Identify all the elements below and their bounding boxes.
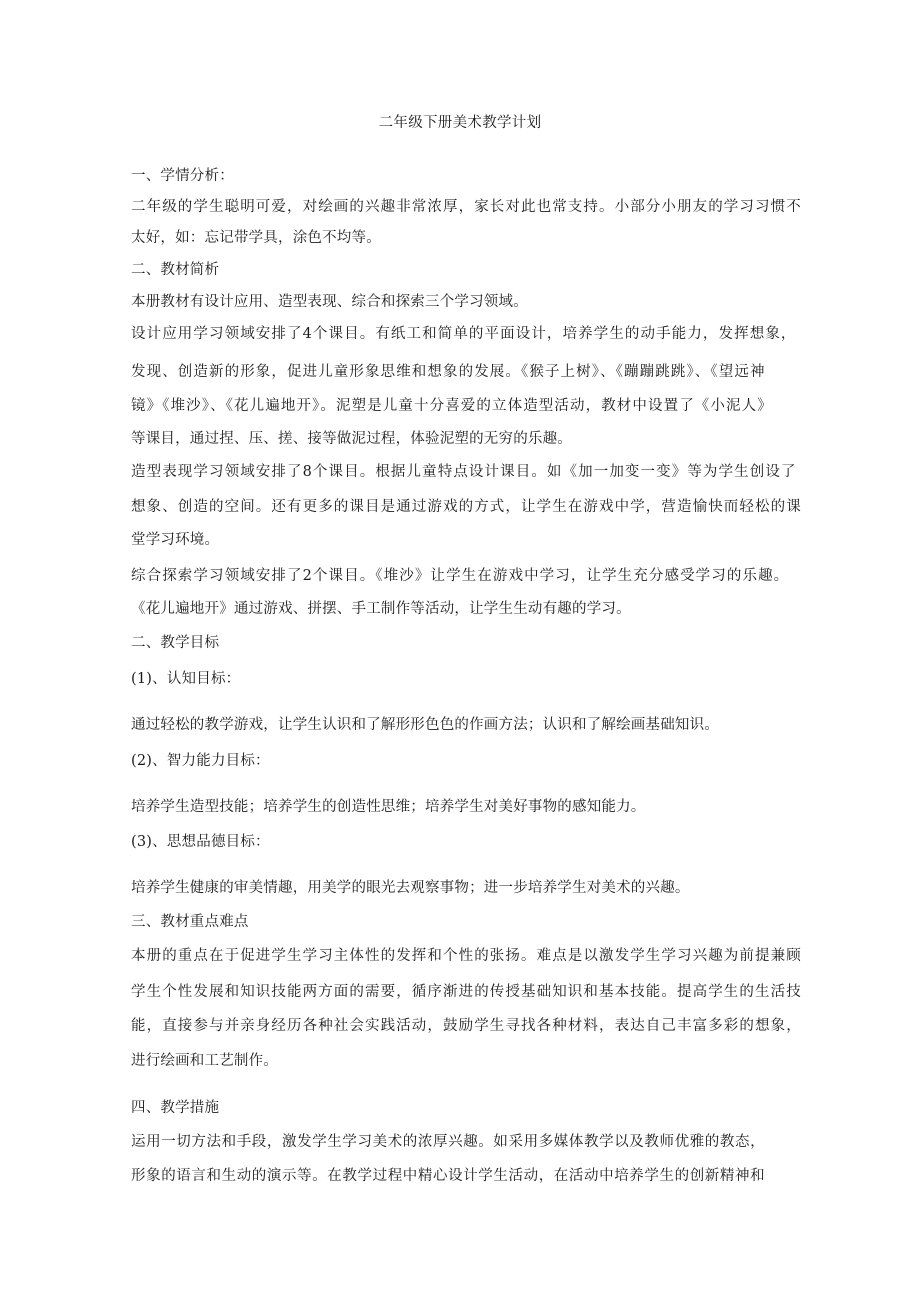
paragraph-line: 二年级的学生聪明可爱，对绘画的兴趣非常浓厚，家长对此也常支持。小部分小朋友的学习习惯不 <box>131 199 802 215</box>
section-heading: 三、教材重点难点 <box>131 914 249 930</box>
paragraph-line: 发现、创造新的形象，促进儿童形象思维和想象的发展。《猴子上树》、《蹦蹦跳跳》、《望远神 <box>131 364 766 380</box>
paragraph-line: 通过轻松的教学游戏，让学生认识和了解形形色色的作画方法；认识和了解绘画基础知识。 <box>131 717 719 733</box>
section-heading: 二、教学目标 <box>131 635 220 651</box>
paragraph-line: 设计应用学习领域安排了4个课目。有纸工和简单的平面设计，培养学生的动手能力，发挥想象， <box>131 326 797 342</box>
paragraph-line: 《花儿遍地开》通过游戏、拼摆、手工制作等活动，让学生生动有趣的学习。 <box>131 601 631 617</box>
paragraph-line: 形象的语言和生动的演示等。在教学过程中精心设计学生活动，在活动中培养学生的创新精神和 <box>131 1168 766 1184</box>
section-heading: 四、教学措施 <box>131 1100 220 1116</box>
paragraph-line: 培养学生造型技能；培养学生的创造性思维；培养学生对美好事物的感知能力。 <box>131 799 646 815</box>
paragraph-line: 本册的重点在于促进学生学习主体性的发挥和个性的张扬。难点是以激发学生学习兴趣为前提兼顾 <box>131 948 802 964</box>
subsection-heading: (2)、智力能力目标： <box>131 753 270 769</box>
section-heading: 二、教材简析 <box>131 262 220 278</box>
paragraph-line: 太好，如：忘记带学具，涂色不均等。 <box>131 230 381 246</box>
paragraph-line: 等课目，通过捏、压、搓、接等做泥过程，体验泥塑的无穷的乐趣。 <box>131 431 572 447</box>
paragraph-line: 镜》《堆沙》、《花儿遍地开》。泥塑是儿童十分喜爱的立体造型活动，教材中设置了《小泥人》 <box>131 398 773 414</box>
subsection-heading: (3)、思想品德目标： <box>131 834 270 850</box>
paragraph-line: 想象、创造的空间。还有更多的课目是通过游戏的方式，让学生在游戏中学，营造愉快而轻松的课 <box>131 499 802 515</box>
paragraph-line: 造型表现学习领域安排了8个课目。根据儿童特点设计课目。如《加一加变一变》等为学生创设了 <box>131 464 797 480</box>
paragraph-line: 综合探索学习领域安排了2个课目。《堆沙》让学生在游戏中学习，让学生充分感受学习的乐趣。 <box>131 568 790 584</box>
paragraph-line: 运用一切方法和手段，激发学生学习美术的浓厚兴趣。如采用多媒体教学以及教师优雅的教态， <box>131 1134 766 1150</box>
section-heading: 一、学情分析： <box>131 168 234 184</box>
paragraph-line: 培养学生健康的审美情趣，用美学的眼光去观察事物；进一步培养学生对美术的兴趣。 <box>131 880 690 896</box>
paragraph-line: 堂学习环境。 <box>131 532 220 548</box>
paragraph-line: 能，直接参与并亲身经历各种社会实践活动，鼓励学生寻找各种材料，表达自己丰富多彩的想象， <box>131 1018 802 1034</box>
paragraph-line: 本册教材有设计应用、造型表现、综合和探索三个学习领域。 <box>131 294 528 310</box>
paragraph-line: 进行绘画和工艺制作。 <box>131 1053 278 1069</box>
subsection-heading: (1)、认知目标： <box>131 671 241 687</box>
paragraph-line: 学生个性发展和知识技能两方面的需要，循序渐进的传授基础知识和基本技能。提高学生的生活技 <box>131 984 802 1000</box>
document-title: 二年级下册美术教学计划 <box>378 115 542 131</box>
